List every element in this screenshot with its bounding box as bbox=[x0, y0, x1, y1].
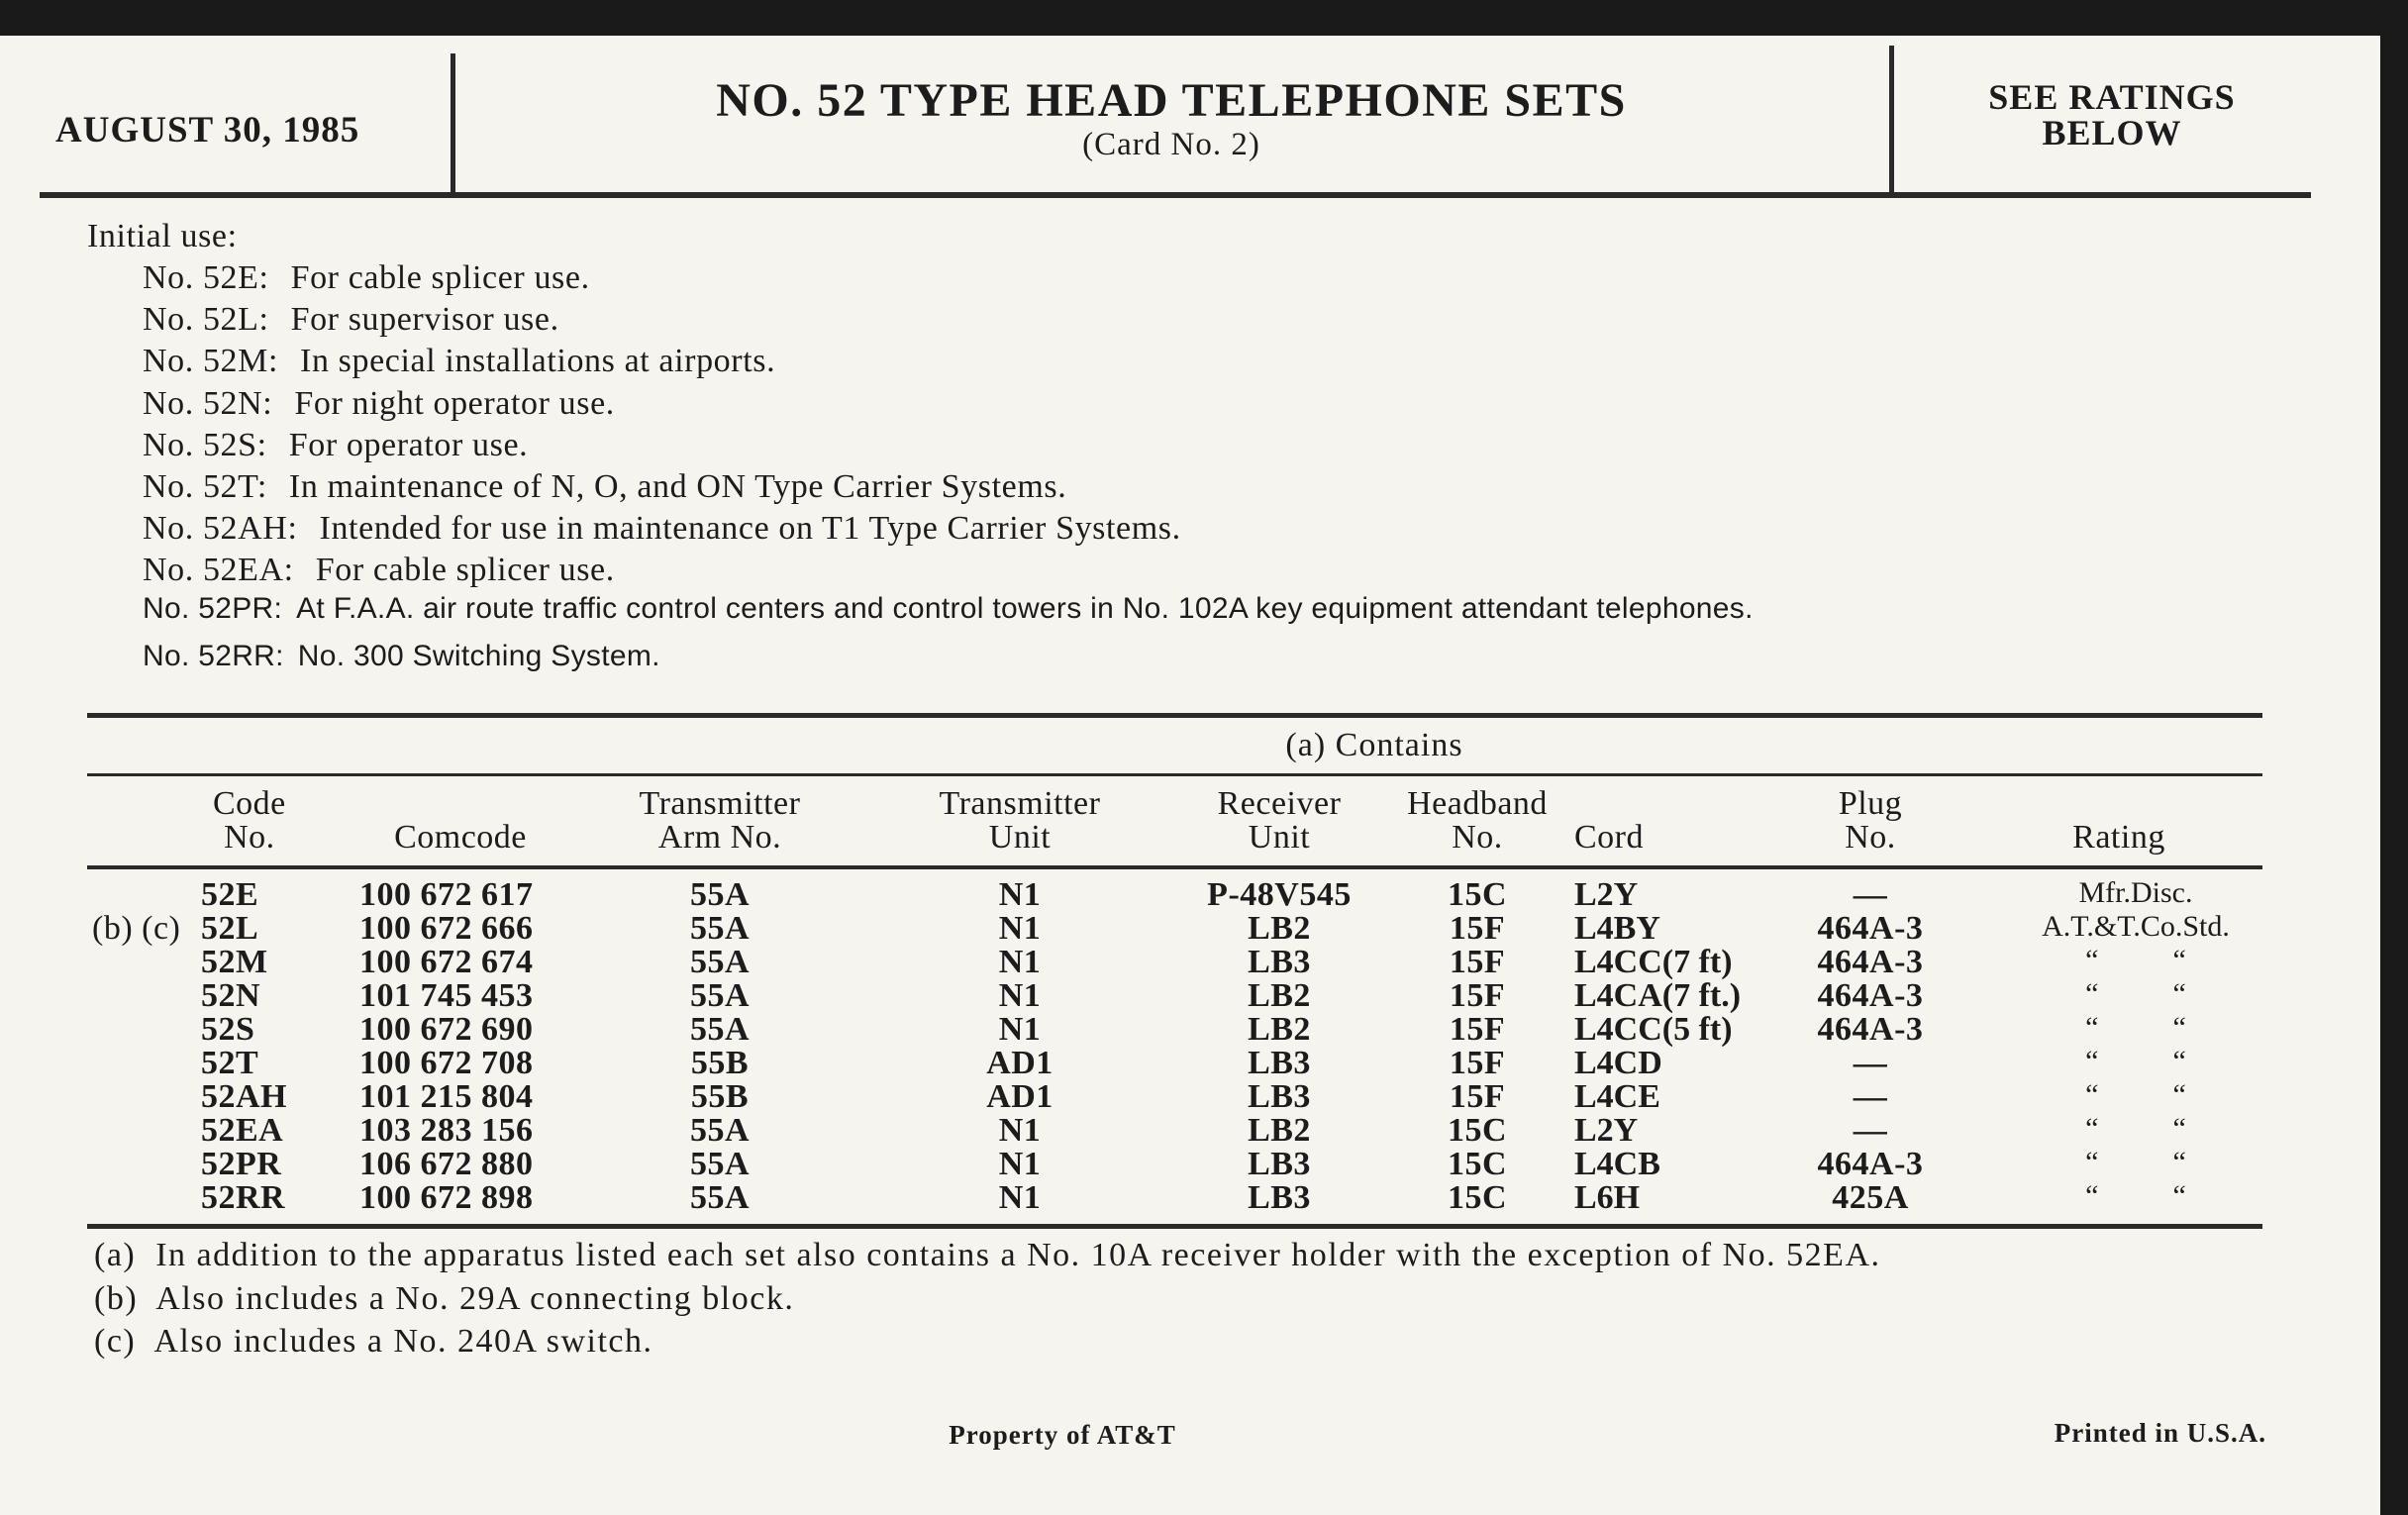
cell-arm: 55A bbox=[689, 876, 751, 913]
cell-tunit: N1 bbox=[998, 944, 1042, 980]
cell-comcode: 101 215 804 bbox=[359, 1078, 534, 1115]
column-header bbox=[940, 787, 1101, 855]
item-code: No. 52N: bbox=[143, 384, 273, 422]
item-description: For operator use. bbox=[288, 426, 529, 463]
header-rule bbox=[40, 192, 2311, 198]
column-header-line: No. bbox=[1845, 819, 1896, 856]
item-code: No. 52T: bbox=[143, 468, 267, 505]
item-code: No. 52S: bbox=[143, 426, 267, 463]
divider bbox=[1889, 46, 1894, 192]
ratings-note bbox=[1988, 79, 2235, 151]
cell-arm: 55A bbox=[689, 1011, 751, 1048]
cell-headband: 15C bbox=[1447, 1179, 1508, 1216]
cell-rating: “ “ bbox=[2085, 1045, 2186, 1077]
column-header-line bbox=[2072, 787, 2165, 821]
initial-use-item bbox=[143, 427, 528, 464]
cell-rating: “ “ bbox=[2085, 944, 2186, 976]
cell-tunit: N1 bbox=[998, 1146, 1042, 1182]
cell-headband: 15C bbox=[1447, 1112, 1508, 1149]
cell-arm: 55B bbox=[690, 1078, 750, 1115]
cell-cord: L2Y bbox=[1574, 1112, 1639, 1149]
property-note: Property of AT&T bbox=[949, 1420, 1176, 1450]
cell-plug: 464A-3 bbox=[1817, 1011, 1924, 1048]
cell-cord: L4CC(7 ft) bbox=[1574, 944, 1733, 980]
cell-runit: P-48V545 bbox=[1207, 876, 1352, 913]
cell-plug: 464A-3 bbox=[1817, 944, 1924, 980]
initial-use-item bbox=[143, 343, 775, 380]
cell-code: 52AH bbox=[201, 1078, 287, 1115]
cell-tunit: N1 bbox=[998, 1179, 1042, 1216]
ratings-note-line: SEE RATINGS bbox=[1988, 77, 2236, 117]
cell-headband: 15F bbox=[1449, 910, 1506, 947]
card-date: AUGUST 30, 1985 bbox=[55, 110, 360, 151]
column-header-line: Plug bbox=[1838, 785, 1903, 822]
item-code: No. 52RR: bbox=[143, 640, 284, 672]
column-header bbox=[1218, 787, 1342, 855]
table-bottom-rule bbox=[87, 1224, 2262, 1229]
cell-comcode: 100 672 617 bbox=[359, 876, 534, 913]
cell-headband: 15F bbox=[1449, 977, 1506, 1014]
cell-cord: L4CC(5 ft) bbox=[1574, 1011, 1733, 1048]
item-code: No. 52AH: bbox=[143, 510, 298, 548]
cell-cord: L4CA(7 ft.) bbox=[1574, 977, 1742, 1014]
cell-code: 52S bbox=[201, 1011, 255, 1048]
initial-use-item bbox=[143, 592, 1754, 626]
footnote: (a) In addition to the apparatus listed each set also contains a No. 10A receiver holder with the exception of No. 52EA. bbox=[94, 1237, 1881, 1273]
column-header bbox=[394, 787, 527, 855]
cell-rating: Mfr.Disc. bbox=[2078, 876, 2193, 909]
table-rule bbox=[87, 865, 2262, 869]
cell-rating: “ “ bbox=[2085, 1146, 2186, 1178]
item-code: No. 52E: bbox=[143, 259, 269, 296]
cell-headband: 15F bbox=[1449, 1045, 1506, 1081]
cell-code: 52M bbox=[201, 944, 268, 980]
cell-comcode: 100 672 708 bbox=[359, 1045, 534, 1081]
column-header-line: Unit bbox=[988, 819, 1052, 856]
initial-use-item bbox=[143, 468, 1066, 506]
ratings-note-line: BELOW bbox=[2042, 113, 2182, 152]
cell-cord: L4CD bbox=[1574, 1045, 1662, 1081]
table-caption: (a) Contains bbox=[1285, 727, 1463, 763]
cell-runit: LB3 bbox=[1248, 1078, 1311, 1115]
initial-use-item bbox=[143, 640, 660, 673]
footnote: (c) Also includes a No. 240A switch. bbox=[94, 1323, 653, 1360]
cell-cord: L2Y bbox=[1574, 876, 1639, 913]
cell-arm: 55A bbox=[689, 1179, 751, 1216]
column-header-line bbox=[1574, 787, 1644, 821]
cell-cord: L4CB bbox=[1574, 1146, 1660, 1182]
column-header-line bbox=[394, 787, 527, 821]
initial-use-item bbox=[143, 301, 559, 339]
column-header bbox=[1839, 787, 1902, 855]
item-description: No. 300 Switching System. bbox=[297, 640, 660, 672]
cell-arm: 55A bbox=[689, 1146, 751, 1182]
cell-tunit: AD1 bbox=[986, 1045, 1054, 1081]
cell-runit: LB3 bbox=[1248, 1045, 1311, 1081]
cell-rating: “ “ bbox=[2085, 1011, 2186, 1044]
cell-headband: 15F bbox=[1449, 1011, 1506, 1048]
cell-code: 52E bbox=[201, 876, 259, 913]
item-description: Intended for use in maintenance on T1 Type Carrier Systems. bbox=[319, 510, 1181, 548]
cell-headband: 15C bbox=[1447, 876, 1508, 913]
item-description: In special installations at airports. bbox=[300, 343, 776, 380]
cell-plug: — bbox=[1853, 1112, 1888, 1149]
cell-comcode: 100 672 690 bbox=[359, 1011, 534, 1048]
cell-plug: 464A-3 bbox=[1817, 910, 1924, 947]
column-header-line: Code bbox=[213, 785, 286, 822]
cell-rating: “ “ bbox=[2085, 1179, 2186, 1212]
cell-plug: 464A-3 bbox=[1817, 1146, 1924, 1182]
item-code: No. 52PR: bbox=[143, 592, 283, 625]
item-description: For supervisor use. bbox=[290, 301, 559, 339]
cell-headband: 15F bbox=[1449, 944, 1506, 980]
cell-comcode: 100 672 666 bbox=[359, 910, 534, 947]
column-header-line: Transmitter bbox=[939, 785, 1101, 822]
cell-headband: 15C bbox=[1447, 1146, 1508, 1182]
column-header-line: Unit bbox=[1248, 819, 1311, 856]
cell-runit: LB2 bbox=[1248, 977, 1311, 1014]
cell-cord: L4BY bbox=[1574, 910, 1660, 947]
cell-rating: A.T.&T.Co.Std. bbox=[2042, 910, 2230, 943]
cell-code: 52L bbox=[201, 910, 259, 947]
cell-arm: 55A bbox=[689, 910, 751, 947]
cell-tunit: N1 bbox=[998, 977, 1042, 1014]
cell-runit: LB2 bbox=[1248, 1112, 1311, 1149]
cell-cord: L6H bbox=[1574, 1179, 1641, 1216]
cell-rating: “ “ bbox=[2085, 1112, 2186, 1145]
cell-arm: 55B bbox=[690, 1045, 750, 1081]
cell-comcode: 101 745 453 bbox=[359, 977, 534, 1014]
cell-tunit: N1 bbox=[998, 1112, 1042, 1149]
cell-tunit: AD1 bbox=[986, 1078, 1054, 1115]
cell-runit: LB3 bbox=[1248, 1146, 1311, 1182]
cell-plug: — bbox=[1853, 1078, 1888, 1115]
cell-runit: LB2 bbox=[1248, 1011, 1311, 1048]
cell-cord: L4CE bbox=[1574, 1078, 1660, 1115]
cell-plug: — bbox=[1853, 876, 1888, 913]
cell-code: 52PR bbox=[201, 1146, 282, 1182]
cell-arm: 55A bbox=[689, 944, 751, 980]
printed-note: Printed in U.S.A. bbox=[2054, 1418, 2266, 1448]
item-code: No. 52EA: bbox=[143, 552, 294, 589]
page-subtitle: (Card No. 2) bbox=[1082, 127, 1260, 162]
column-header bbox=[1407, 787, 1548, 855]
cell-plug: 464A-3 bbox=[1817, 977, 1924, 1014]
footnote: (b) Also includes a No. 29A connecting block. bbox=[94, 1279, 795, 1317]
column-header bbox=[640, 787, 801, 855]
column-header bbox=[1574, 787, 1644, 855]
column-header-line: No. bbox=[1452, 819, 1503, 856]
initial-use-item bbox=[143, 510, 1181, 548]
cell-code: 52EA bbox=[201, 1112, 284, 1149]
column-header bbox=[213, 787, 286, 855]
item-code: No. 52M: bbox=[143, 343, 279, 380]
column-header-line: Transmitter bbox=[639, 785, 801, 822]
cell-rating: “ “ bbox=[2085, 1078, 2186, 1111]
divider bbox=[451, 53, 455, 196]
cell-code: 52T bbox=[201, 1045, 259, 1081]
table-top-rule bbox=[87, 713, 2262, 718]
cell-plug: — bbox=[1853, 1045, 1888, 1081]
cell-comcode: 106 672 880 bbox=[359, 1146, 534, 1182]
cell-runit: LB3 bbox=[1248, 1179, 1311, 1216]
column-header-line: Arm No. bbox=[657, 819, 782, 856]
item-description: At F.A.A. air route traffic control centers and control towers in No. 102A key equipment attendant telephones. bbox=[296, 592, 1754, 625]
column-header bbox=[2072, 787, 2165, 855]
initial-use-item bbox=[143, 385, 615, 423]
item-code: No. 52L: bbox=[143, 301, 269, 339]
cell-tunit: N1 bbox=[998, 910, 1042, 947]
item-description: For night operator use. bbox=[294, 384, 615, 422]
footnote-marker: (b) (c) bbox=[92, 910, 181, 947]
column-header-line: Headband bbox=[1407, 785, 1548, 822]
column-header-line: Comcode bbox=[394, 819, 527, 856]
cell-plug: 425A bbox=[1832, 1179, 1909, 1216]
cell-headband: 15F bbox=[1449, 1078, 1506, 1115]
cell-arm: 55A bbox=[689, 977, 751, 1014]
page-title: NO. 52 TYPE HEAD TELEPHONE SETS bbox=[716, 74, 1627, 127]
cell-code: 52N bbox=[201, 977, 261, 1014]
column-header-line: Rating bbox=[2072, 819, 2165, 856]
cell-comcode: 100 672 674 bbox=[359, 944, 534, 980]
initial-use-item bbox=[143, 552, 615, 589]
cell-tunit: N1 bbox=[998, 1011, 1042, 1048]
table-rule bbox=[87, 773, 2262, 776]
cell-code: 52RR bbox=[201, 1179, 286, 1216]
cell-runit: LB3 bbox=[1248, 944, 1311, 980]
item-description: For cable splicer use. bbox=[315, 552, 615, 589]
cell-comcode: 100 672 898 bbox=[359, 1179, 534, 1216]
column-header-line: No. bbox=[224, 819, 275, 856]
item-description: For cable splicer use. bbox=[290, 259, 590, 296]
column-header-line: Receiver bbox=[1217, 785, 1342, 822]
initial-use-heading: Initial use: bbox=[87, 218, 238, 254]
initial-use-item bbox=[143, 259, 590, 297]
cell-rating: “ “ bbox=[2085, 977, 2186, 1010]
cell-runit: LB2 bbox=[1248, 910, 1311, 947]
cell-comcode: 103 283 156 bbox=[359, 1112, 534, 1149]
column-header-line: Cord bbox=[1574, 819, 1644, 856]
cell-arm: 55A bbox=[689, 1112, 751, 1149]
item-description: In maintenance of N, O, and ON Type Carrier Systems. bbox=[288, 468, 1067, 505]
cell-tunit: N1 bbox=[998, 876, 1042, 913]
